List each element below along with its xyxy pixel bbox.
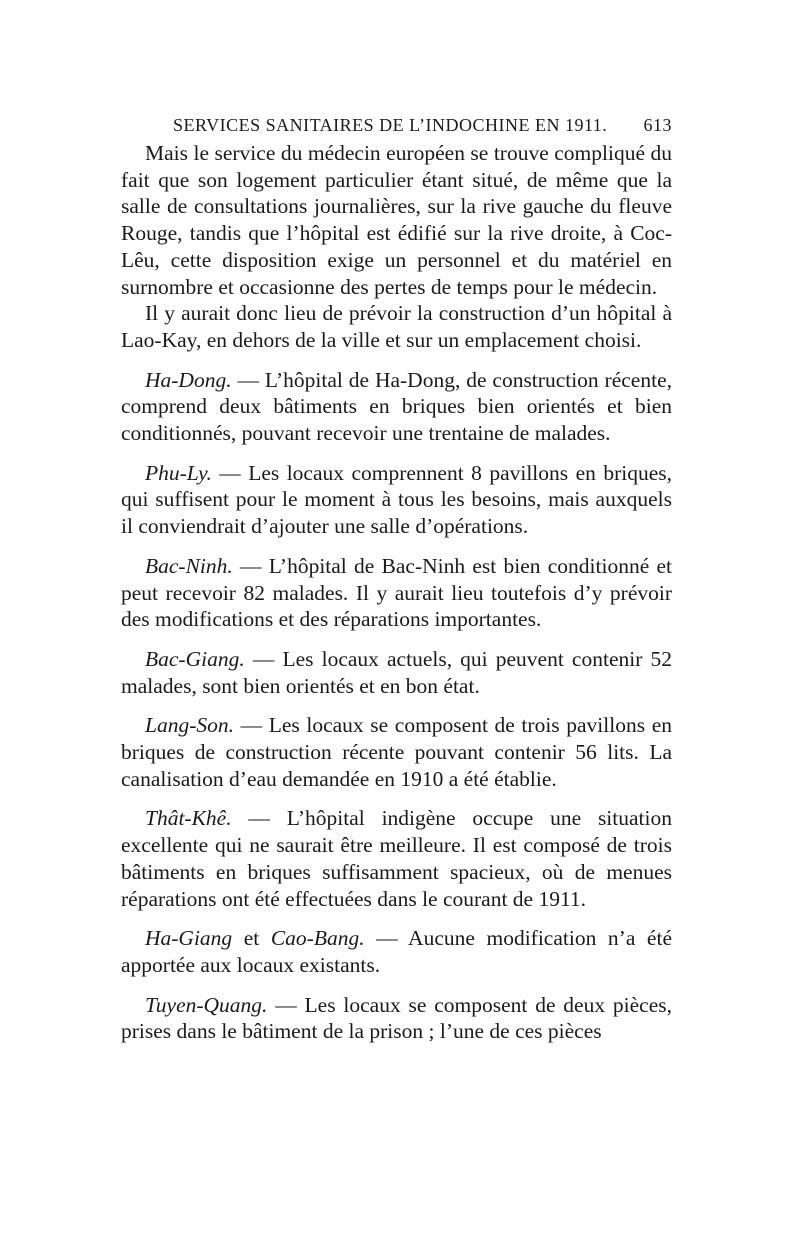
- place-heading: Phu-Ly.: [145, 460, 212, 485]
- page: [121, 110, 672, 1045]
- place-heading: Thât-Khê.: [145, 806, 232, 831]
- place-heading: Lang-Son.: [145, 713, 234, 738]
- place-heading: Tuyen-Quang.: [145, 992, 268, 1017]
- paragraph-text: — Les locaux se composent de deux pièces, prises dans le bâtiment de la prison ; l’une de ces pièces: [121, 992, 672, 1044]
- paragraph-text: — L’hôpital de Ha-Dong, de construction récente, comprend deux bâtiments en briques bien orientés et bien conditionnés, pouvant recevoir une trentaine de malades.: [121, 367, 672, 446]
- paragraph-lao-kay-1: [121, 140, 672, 300]
- place-heading: Ha-Giang: [145, 926, 233, 951]
- place-heading: Ha-Dong.: [145, 367, 232, 392]
- place-heading: Bac-Giang.: [145, 646, 245, 671]
- paragraph-text: Il y aurait donc lieu de prévoir la construction d’un hôpital à Lao-Kay, en dehors de la ville et sur un emplacement choisi.: [121, 301, 672, 352]
- paragraph-text: — Les locaux comprennent 8 pavillons en briques, qui suffisent pour le moment à tous les besoins, mais auxquels il conviendrait d’ajouter une salle d’opérations.: [121, 460, 672, 539]
- paragraph-lao-kay-2: [121, 300, 672, 353]
- place-heading: Bac-Ninh.: [145, 553, 233, 578]
- page-number: 613: [643, 115, 672, 135]
- paragraph-tuyen-quang: [121, 992, 672, 1045]
- paragraph-ha-giang-cao-bang: [121, 925, 672, 978]
- paragraph-ha-dong: [121, 367, 672, 447]
- paragraph-text: — Les locaux se composent de trois pavillons en briques de construction récente pouvant contenir 56 lits. La canalisation d’eau demandée en 1910 a été établie.: [121, 713, 672, 791]
- paragraph-bac-ninh: [121, 553, 672, 633]
- paragraph-text: Mais le service du médecin européen se trouve compliqué du fait que son logement particulier étant situé, de même que la salle de consultations journalières, sur la rive gauche du fleuve Rouge, tandis que l’hôpital est édifié sur la rive droite, à Coc-Lêu, cette disposition exige un personnel et du matériel en surnombre et occasionne des pertes de temps pour le médecin.: [121, 141, 672, 299]
- paragraph-text: — L’hôpital indigène occupe une situation excellente qui ne saurait être meilleure. Il est composé de trois bâtiments en briques suffisamment spacieux, où de menues réparations ont été effectuées dans le courant de 1911.: [121, 806, 672, 911]
- paragraph-text: — Aucune modification n’a été apportée aux locaux existants.: [121, 926, 672, 977]
- paragraph-phu-ly: [121, 460, 672, 540]
- running-title: SERVICES SANITAIRES DE L’INDOCHINE EN 1911.: [173, 115, 608, 135]
- connector-text: et: [232, 926, 271, 951]
- place-heading: Cao-Bang.: [270, 926, 365, 951]
- paragraph-text: — L’hôpital de Bac-Ninh est bien conditionné et peut recevoir 82 malades. Il y aurait lieu toutefois d’y prévoir des modifications et des réparations importantes.: [121, 553, 672, 632]
- paragraph-lang-son: [121, 712, 672, 792]
- paragraph-that-khe: [121, 805, 672, 912]
- paragraph-text: — Les locaux actuels, qui peuvent contenir 52 malades, sont bien orientés et en bon état.: [121, 646, 672, 698]
- running-head: [173, 110, 672, 140]
- paragraph-bac-giang: [121, 646, 672, 699]
